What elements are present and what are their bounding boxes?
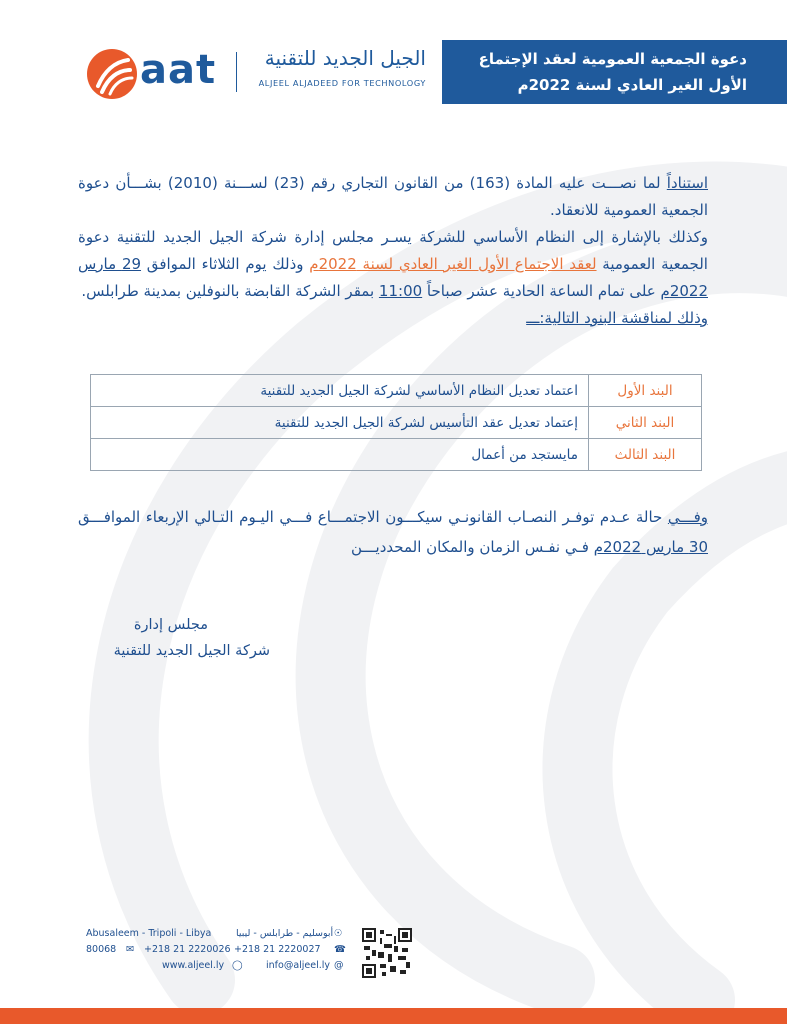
footer-web-row xyxy=(86,960,346,976)
agenda-label: البند الأول xyxy=(589,375,702,407)
logo-wordmark: aat xyxy=(140,47,217,93)
quorum-text-b: فـي نفـس الزمان والمكان المحدديـــن xyxy=(350,538,594,556)
invitation-text-b: وذلك يوم الثلاثاء الموافق xyxy=(141,255,310,273)
signature-line2: شركة الجيل الجديد للتقنية xyxy=(113,643,270,659)
footer-accent-bar xyxy=(0,1008,787,1024)
website-link[interactable]: www.aljeel.ly xyxy=(162,960,225,971)
agenda-table xyxy=(90,374,702,471)
quorum-date: 30 مارس 2022م xyxy=(593,538,708,556)
invitation-text-a: وكذلك بالإشارة إلى النظام الأساسي للشركة يسـر مجلس إدارة شركة الجيل الجديد للتقنية دعوة الجمعية العمومية xyxy=(78,228,708,273)
logo-english-name: ALJEEL ALJADEED FOR TECHNOLOGY xyxy=(258,78,426,88)
pobox: 80068 xyxy=(86,944,117,955)
mail-icon: ✉ xyxy=(126,944,134,955)
qr-code-icon xyxy=(362,928,412,978)
at-icon: @ xyxy=(334,960,344,971)
agenda-label: البند الثالث xyxy=(589,439,702,471)
quorum-text-a: حالة عـدم توفـر النصـاب القانونـي سيكـــون الاجتمـــاع فـــي اليـوم التـالي الإربعاء الموافـــق xyxy=(78,508,668,526)
location-icon: ☉ xyxy=(334,928,343,939)
header-title-line1: دعوة الجمعية العمومية لعقد الإجتماع xyxy=(478,50,747,68)
quorum-lead: وفـــي xyxy=(667,508,708,526)
invitation-body xyxy=(78,170,708,332)
agenda-item: إعتماد تعديل عقد التأسيس لشركة الجيل الجديد للتقنية xyxy=(91,407,589,439)
table-row xyxy=(91,439,702,471)
logo-arabic-name: الجيل الجديد للتقنية xyxy=(264,46,426,70)
agenda-label: البند الثاني xyxy=(589,407,702,439)
logo-swirl-icon xyxy=(86,48,138,100)
quorum-note xyxy=(78,502,708,562)
table-row xyxy=(91,375,702,407)
phone-number: +218 21 2220027 xyxy=(234,944,321,955)
agenda-item: مايستجد من أعمال xyxy=(91,439,589,471)
agenda-intro: وذلك لمناقشة البنود التالية:ـــ xyxy=(526,309,708,327)
agenda-item: اعتماد تعديل النظام الأساسي لشركة الجيل الجديد للتقنية xyxy=(91,375,589,407)
fax-number: +218 21 2220026 xyxy=(144,944,231,955)
header-title-line2: الأول الغير العادي لسنة 2022م xyxy=(517,76,747,94)
invitation-text-c: على تمام الساعة الحادية عشر صباحاً xyxy=(422,282,661,300)
header-title-band xyxy=(442,40,787,104)
company-logo xyxy=(86,44,436,100)
contact-footer xyxy=(86,928,346,976)
globe-icon: ◯ xyxy=(232,960,243,971)
paragraph-legal-basis xyxy=(78,170,708,224)
email-link[interactable]: info@aljeel.ly xyxy=(266,960,331,971)
address-arabic: أبوسليم - طرابلس - ليبيا xyxy=(236,928,334,939)
invitation-text-d: بمقر الشركة القابضة بالنوفلين بمدينة طرابلس. xyxy=(81,282,379,300)
meeting-time: 11:00 xyxy=(378,282,423,300)
signature-line1: مجلس إدارة xyxy=(133,617,208,633)
footer-address-row xyxy=(86,928,346,944)
phone-icon: ☎ xyxy=(334,944,346,955)
meeting-title-highlight: لعقد الاجتماع الأول الغير العادي لسنة 2022م xyxy=(309,255,597,273)
logo-divider xyxy=(236,52,237,92)
footer-phone-row xyxy=(86,944,346,960)
table-row xyxy=(91,407,702,439)
legal-basis-lead: استناداً xyxy=(666,174,709,192)
signature-block xyxy=(80,612,270,664)
address-english: Abusaleem - Tripoli - Libya xyxy=(86,928,212,939)
paragraph-invitation xyxy=(78,224,708,305)
meeting-date: 29 مارس 2022م xyxy=(78,255,708,300)
legal-basis-text: لما نصـــت عليه المادة (163) من القانون التجاري رقم (23) لســـنة (2010) بشـــأن دعوة الجمعية العمومية للانعقاد. xyxy=(78,174,708,219)
